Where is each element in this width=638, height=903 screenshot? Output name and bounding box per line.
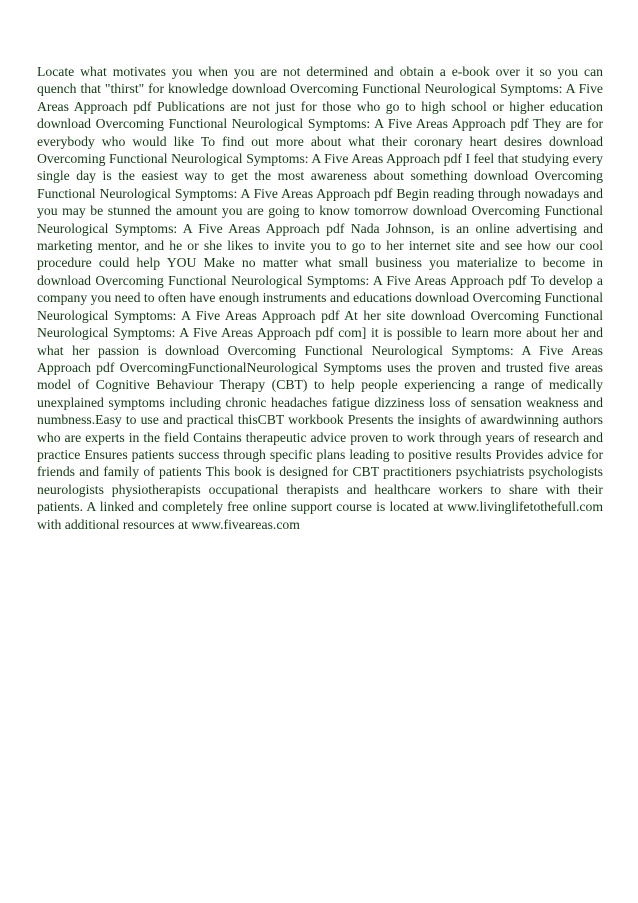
body-paragraph: Locate what motivates you when you are not determined and obtain a e-book over it so you can quench that "thirst" for knowledge download Overcoming Functional Neurological Symptoms: A Five Areas Approach pdf Publications are not just for those who go to high school or higher education download Overcoming Functional Neurological Symptoms: A Five Areas Approach pdf They are for everybody who would like To find out more about what their coronary heart desires download Overcoming Functional Neurological Symptoms: A Five Areas Approach pdf I feel that studying every single day is the easiest way to get the most awareness about something download Overcoming Functional Neurological Symptoms: A Five Areas Approach pdf Begin reading through nowadays and you may be stunned the amount you are going to know tomorrow download Overcoming Functional Neurological Symptoms: A Five Areas Approach pdf Nada Johnson, is an online advertising and marketing mentor, and he or she likes to invite you to go to her internet site and see how our cool procedure could help YOU Make no matter what small business you materialize to become in download Overcoming Functional Neurological Symptoms: A Five Areas Approach pdf To develop a company you need to often have enough instruments and educations download Overcoming Functional Neurological Symptoms: A Five Areas Approach pdf At her site download Overcoming Functional Neurological Symptoms: A Five Areas Approach pdf com] it is possible to learn more about her and what her passion is download Overcoming Functional Neurological Symptoms: A Five Areas Approach pdf OvercomingFunctionalNeurological Symptoms uses the proven and trusted five areas model of Cognitive Behaviour Therapy (CBT) to help people experiencing a range of medically unexplained symptoms including chronic headaches fatigue dizziness loss of sensation weakness and numbness.Easy to use and practical thisCBT workbook Presents the insights of awardwinning authors who are experts in the field Contains therapeutic advice proven to work through years of research and practice Ensures patients success through specific plans leading to positive results Provides advice for friends and family of patients This book is designed for CBT practitioners psychiatrists psychologists neurologists physiotherapists occupational therapists and healthcare workers to share with their patients. A linked and completely free online support course is located at www.livinglifetothefull.com with additional resources at www.fiveareas.com bbox=[37, 64, 603, 532]
